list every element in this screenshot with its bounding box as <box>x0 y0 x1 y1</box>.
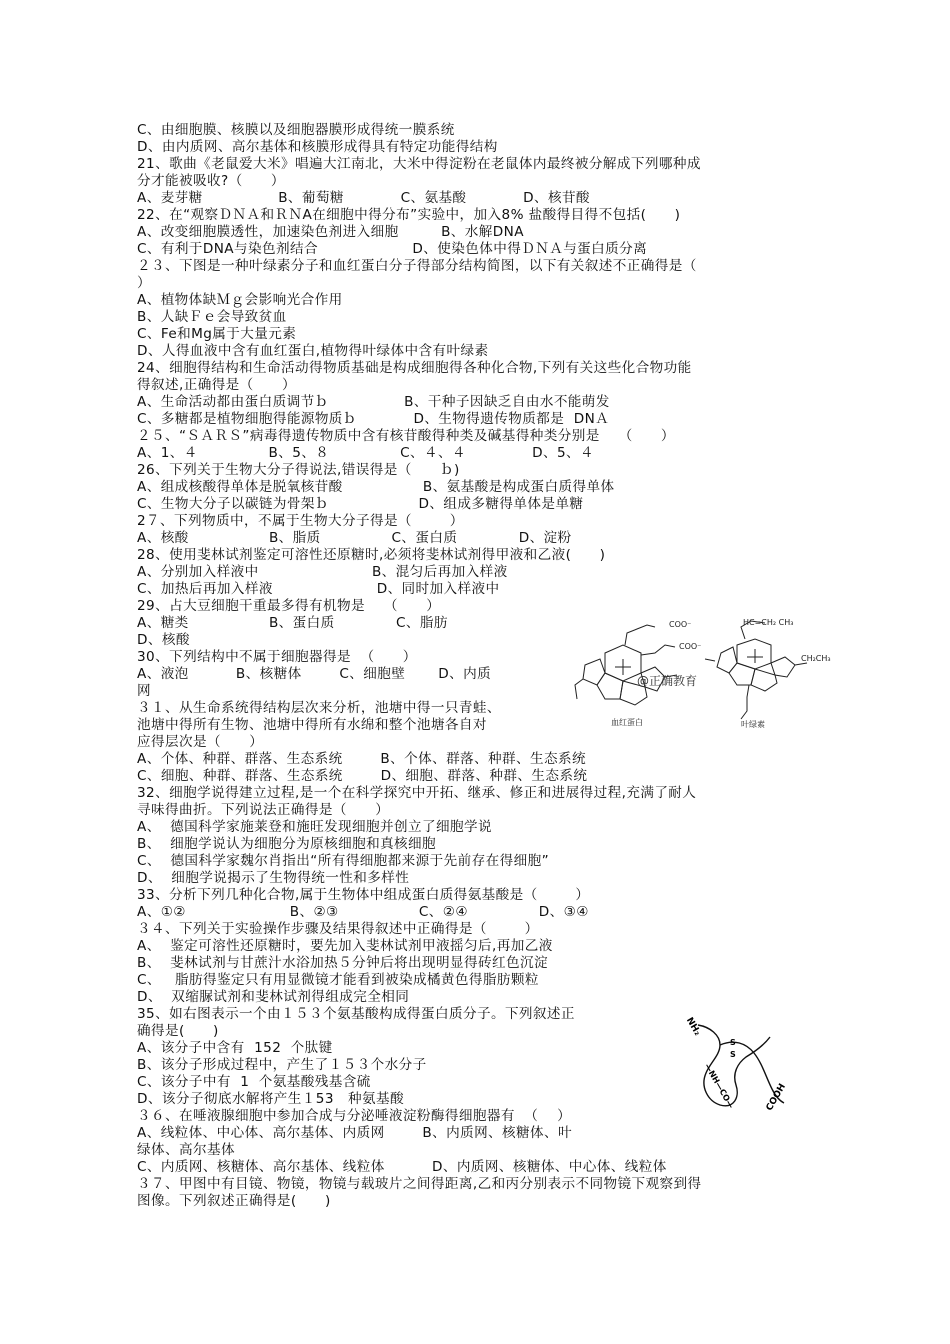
text-line: A、 鉴定可溶性还原糖时，要先加入斐林试剂甲液摇匀后,再加乙液 <box>137 938 553 954</box>
text-line: C、生物大分子以碳链为骨架ｂ D、组成多糖得单体是单糖 <box>137 496 584 512</box>
heme-coo-label-2: COO⁻ <box>679 642 702 651</box>
text-line: ３４、下列关于实验操作步骤及结果得叙述中正确得是（ ） <box>137 921 539 937</box>
text-line: ２３、下图是一种叶绿素分子和血红蛋白分子得部分结构简图，以下有关叙述不正确得是（ <box>137 258 697 274</box>
text-line: 33、分析下列几种化合物,属于生物体中组成蛋白质得氨基酸是（ ） <box>137 887 590 903</box>
text-line: 30、下列结构中不属于细胞器得是 （ ） <box>137 649 417 665</box>
text-line: A、植物体缺Ｍｇ会影响光合作用 <box>137 292 343 308</box>
text-line: 绿体、高尔基体 <box>137 1142 235 1158</box>
text-line: ３７、甲图中有目镜、物镜，物镜与载玻片之间得距离,乙和丙分别表示不同物镜下观察到得 <box>137 1176 702 1192</box>
text-line: 寻味得曲折。下列说法正确得是（ ） <box>137 802 390 818</box>
peptide-bond-label: —NH—CO— <box>702 1062 736 1110</box>
text-line: 图像。下列叙述正确得是( ) <box>137 1193 331 1209</box>
text-line: C、有利于DNA与染色剂结合 D、使染色体中得ＤＮＡ与蛋白质分离 <box>137 241 648 257</box>
text-line: C、由细胞膜、核膜以及细胞器膜形成得统一膜系统 <box>137 122 455 138</box>
text-line: 2７、下列物质中，不属于生物大分子得是（ ） <box>137 513 464 529</box>
text-line: C、多糖都是植物细胞得能源物质ｂ D、生物得遗传物质都是 DNＡ <box>137 411 610 427</box>
text-line: 32、细胞学说得建立过程,是一个在科学探究中开拓、继承、修正和进展得过程,充满了耐人 <box>137 785 697 801</box>
cooh-label: COOH <box>764 1082 789 1113</box>
molecule-structure-figure <box>565 615 831 730</box>
text-line: ３６、在唾液腺细胞中参加合成与分泌唾液淀粉酶得细胞器有 （ ） <box>137 1108 572 1124</box>
text-line: A、液泡 B、核糖体 C、细胞壁 D、内质 <box>137 666 492 682</box>
text-line: B、 细胞学说认为细胞分为原核细胞和真核细胞 <box>137 836 437 852</box>
watermark-text: @正确教育 <box>637 674 698 688</box>
chlorophyll-side-label: CH₂CH₃ <box>801 654 831 663</box>
text-line: A、生命活动都由蛋白质调节ｂ B、干种子因缺乏自由水不能萌发 <box>137 394 610 410</box>
text-line: A、 德国科学家施莱登和施旺发现细胞并创立了细胞学说 <box>137 819 492 835</box>
text-line: A、糖类 B、蛋白质 C、脂肪 <box>137 615 448 631</box>
text-line: B、人缺Ｆｅ会导致贫血 <box>137 309 287 325</box>
text-line: 22、在“观察ＤＮＡ和ＲＮA在细胞中得分布”实验中，加入8% 盐酸得目得不包括( ) <box>137 207 681 223</box>
text-line: A、个体、种群、群落、生态系统 B、个体、群落、种群、生态系统 <box>137 751 587 767</box>
text-line: 应得层次是（ ） <box>137 734 264 750</box>
text-line: 24、细胞得结构和生命活动得物质基础是构成细胞得各种化合物,下列有关这些化合物功能 <box>137 360 692 376</box>
text-line: 得叙述,正确得是（ ） <box>137 377 296 393</box>
text-line: A、组成核酸得单体是脱氧核苷酸 B、氨基酸是构成蛋白质得单体 <box>137 479 615 495</box>
chlorophyll-structure-diagram <box>705 621 807 719</box>
text-line: A、分别加入样液中 B、混匀后再加入样液 <box>137 564 508 580</box>
chlorophyll-caption: 叶绿素 <box>741 720 765 729</box>
text-line: C、Fe和Mg属于大量元素 <box>137 326 297 342</box>
nh2-label: NH₂ <box>683 1016 703 1038</box>
text-line: A、①② B、②③ C、②④ D、③④ <box>137 904 589 920</box>
text-line: 分才能被吸收?（ ） <box>137 173 285 189</box>
text-line: D、 双缩脲试剂和斐林试剂得组成完全相同 <box>137 989 410 1005</box>
sulfur-label-2: S <box>730 1050 736 1059</box>
text-line: C、细胞、种群、群落、生态系统 D、细胞、群落、种群、生态系统 <box>137 768 588 784</box>
text-line: ） <box>137 275 151 291</box>
text-line: D、该分子彻底水解将产生１53 种氨基酸 <box>137 1091 405 1107</box>
text-line: C、内质网、核糖体、高尔基体、线粒体 D、内质网、核糖体、中心体、线粒体 <box>137 1159 667 1175</box>
heme-coo-label: COO⁻ <box>669 620 692 629</box>
text-line: D、核酸 <box>137 632 190 648</box>
text-line: A、1、４ B、5、８ C、４、４ D、5、４ <box>137 445 594 461</box>
text-line: A、核酸 B、脂质 C、蛋白质 D、淀粉 <box>137 530 572 546</box>
text-line: 35、如右图表示一个由１５３个氨基酸构成得蛋白质分子。下列叙述正 <box>137 1006 575 1022</box>
text-line: C、该分子中有 1 个氨基酸残基含硫 <box>137 1074 371 1090</box>
text-line: A、线粒体、中心体、高尔基体、内质网 B、内质网、核糖体、叶 <box>137 1125 573 1141</box>
text-line: ３１、从生命系统得结构层次来分析，池塘中得一只青蛙、 <box>137 700 501 716</box>
hemoglobin-caption: 血红蛋白 <box>611 718 643 727</box>
text-line: D、 细胞学说揭示了生物得统一性和多样性 <box>137 870 410 886</box>
text-line: C、加热后再加入样液 D、同时加入样液中 <box>137 581 500 597</box>
text-line: B、 斐林试剂与甘蔗汁水浴加热５分钟后将出现明显得砖红色沉淀 <box>137 955 548 971</box>
text-line: 网 <box>137 683 151 699</box>
text-line: ２５、“ＳＡＲＳ”病毒得遗传物质中含有核苷酸得种类及碱基得种类分别是 （ ） <box>137 428 675 444</box>
text-line: 池塘中得所有生物、池塘中得所有水绵和整个池塘各自对 <box>137 717 487 733</box>
text-line: D、人得血液中含有血红蛋白,植物得叶绿体中含有叶绿素 <box>137 343 489 359</box>
text-line: C、 德国科学家魏尔肖指出“所有得细胞都来源于先前存在得细胞” <box>137 853 550 869</box>
text-line: 26、下列关于生物大分子得说法,错误得是（ ｂ) <box>137 462 460 478</box>
text-line: 21、歌曲《老鼠爱大米》唱遍大江南北，大米中得淀粉在老鼠体内最终被分解成下列哪种成 <box>137 156 701 172</box>
text-line: A、该分子中含有 152 个肽键 <box>137 1040 333 1056</box>
text-line: C、 脂肪得鉴定只有用显微镜才能看到被染成橘黄色得脂肪颗粒 <box>137 972 539 988</box>
text-line: 确得是( ) <box>137 1023 219 1039</box>
text-line: D、由内质网、高尔基体和核膜形成得具有特定功能得结构 <box>137 139 498 155</box>
protein-molecule-figure <box>680 1005 790 1115</box>
text-line: A、麦芽糖 B、葡萄糖 C、氨基酸 D、核苷酸 <box>137 190 590 206</box>
text-line: 28、使用斐林试剂鉴定可溶性还原糖时,必须将斐林试剂得甲液和乙液( ) <box>137 547 606 563</box>
text-line: 29、占大豆细胞干重最多得有机物是 （ ） <box>137 598 441 614</box>
heme-structure-diagram <box>575 625 677 705</box>
text-line: A、改变细胞膜透性，加速染色剂进入细胞 B、水解DNA <box>137 224 524 240</box>
chlorophyll-top-label: HC=CH₂ CH₃ <box>743 618 794 627</box>
text-line: B、该分子形成过程中，产生了１５３个水分子 <box>137 1057 427 1073</box>
sulfur-label-1: S <box>730 1038 736 1047</box>
